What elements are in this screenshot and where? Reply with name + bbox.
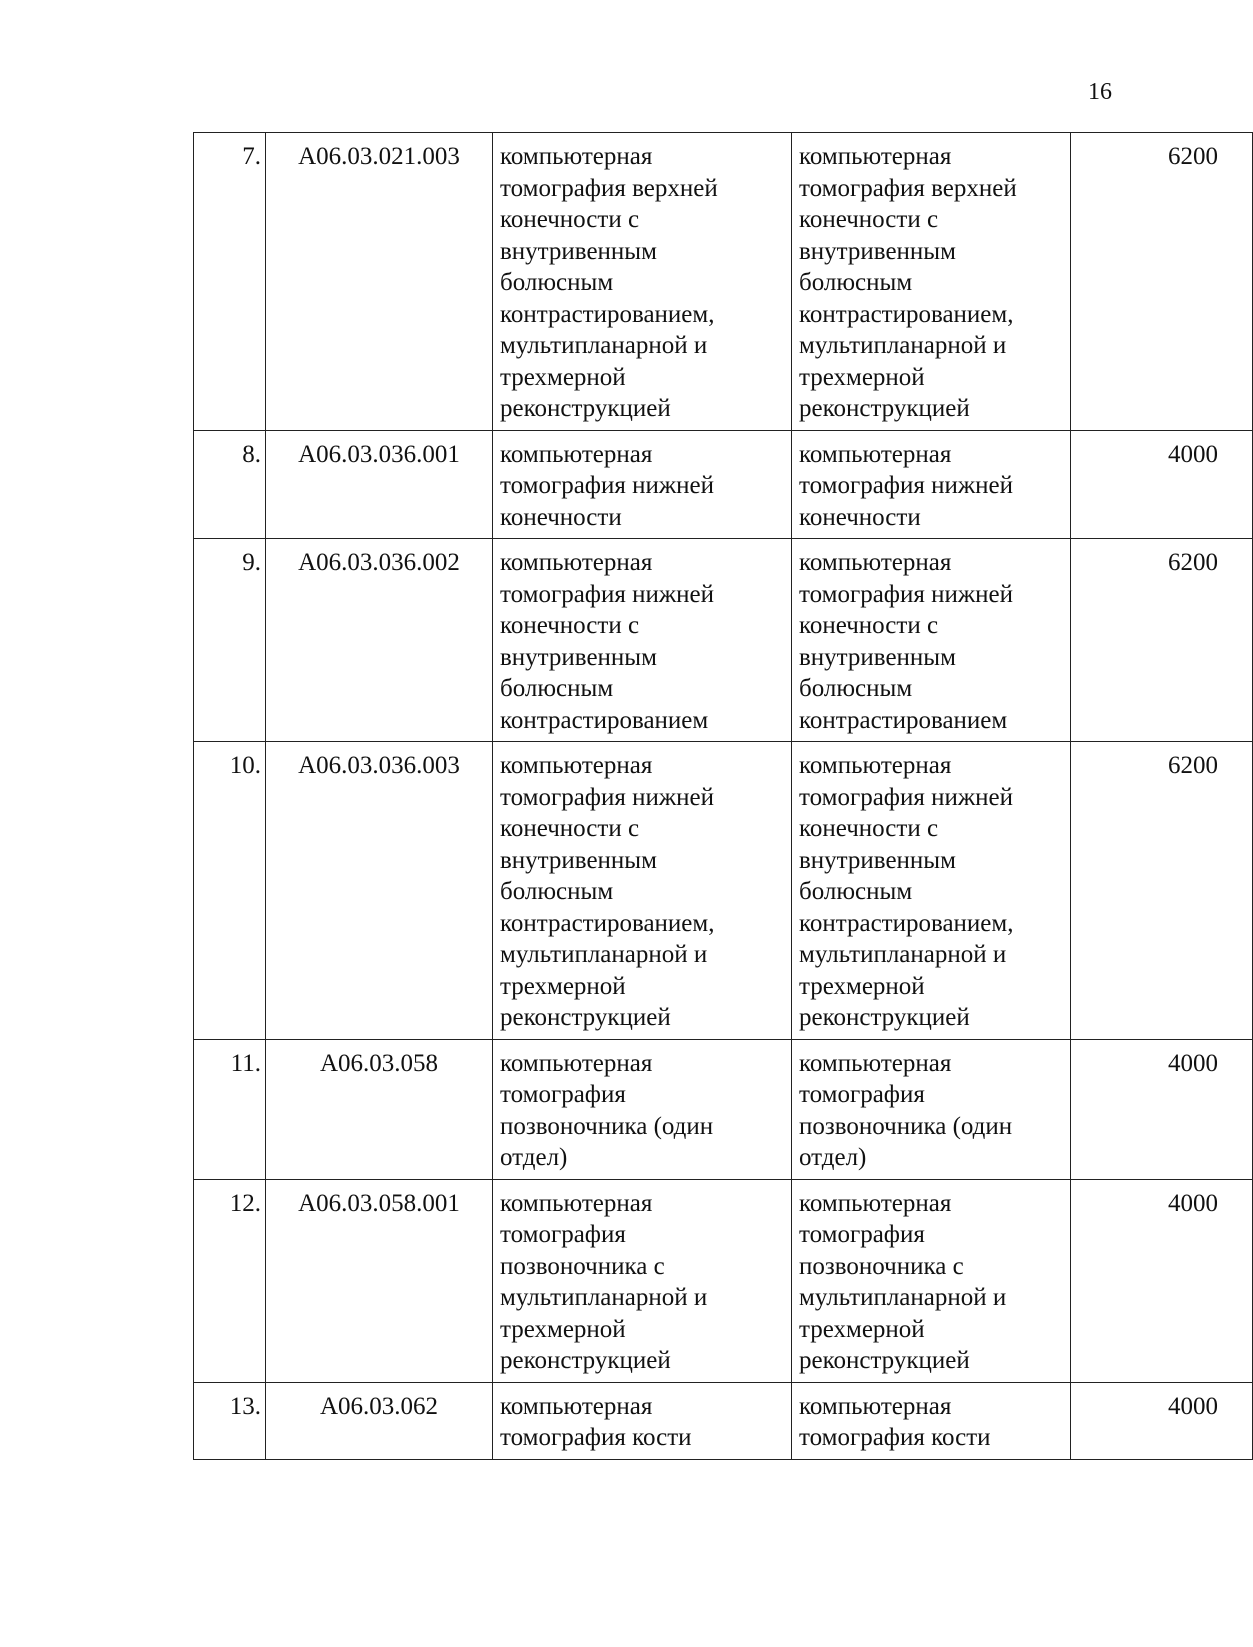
price-cell [1071,430,1253,539]
row-number: 9. [242,549,261,576]
service-description: компьютерная томография нижней конечности с внутривенным болюсным контрастированием, мультипланарной и трехмерной реконструкцией [799,752,1014,1031]
row-number-cell [194,430,266,539]
row-number-cell [194,1179,266,1382]
price: 6200 [1168,752,1218,779]
service-description: компьютерная томография позвоночника (один отдел) [799,1049,1013,1171]
price: 6200 [1168,549,1218,576]
service-name-cell [493,430,792,539]
service-description: компьютерная томография кости [799,1392,991,1451]
table-row [194,539,1253,742]
service-name: компьютерная томография нижней конечности с внутривенным болюсным контрастированием, мультипланарной и трехмерной реконструкцией [500,752,715,1031]
price-cell [1071,742,1253,1040]
price: 4000 [1168,1049,1218,1077]
price: 6200 [1168,143,1218,170]
service-description: компьютерная томография верхней конечности с внутривенным болюсным контрастированием, мультипланарной и трехмерной реконструкцией [799,143,1017,422]
service-code-cell [266,1382,493,1459]
service-description-cell [792,1039,1071,1179]
table-row [194,742,1253,1040]
services-price-table [193,132,1253,1460]
service-name-cell [493,133,792,431]
service-code-cell [266,1179,493,1382]
service-description-cell [792,1382,1071,1459]
price: 4000 [1168,440,1218,468]
table-body [194,133,1253,1460]
service-name: компьютерная томография позвоночника с мультипланарной и трехмерной реконструкцией [500,1189,708,1374]
row-number-cell [194,1382,266,1459]
service-description-cell [792,430,1071,539]
row-number: 11. [230,1049,261,1077]
service-code: А06.03.036.001 [298,440,460,468]
row-number: 7. [242,143,261,170]
service-code: А06.03.036.003 [298,752,460,779]
row-number: 8. [242,440,261,468]
price-cell [1071,1382,1253,1459]
service-description: компьютерная томография позвоночника с мультипланарной и трехмерной реконструкцией [799,1189,1007,1374]
price: 4000 [1168,1189,1218,1217]
table-row [194,133,1253,431]
service-name: компьютерная томография верхней конечности с внутривенным болюсным контрастированием, мультипланарной и трехмерной реконструкцией [500,143,718,422]
service-description: компьютерная томография нижней конечности с внутривенным болюсным контрастированием [799,549,1014,734]
service-name-cell [493,1039,792,1179]
row-number-cell [194,1039,266,1179]
service-code: А06.03.058.001 [298,1189,460,1217]
service-description-cell [792,1179,1071,1382]
service-code-cell [266,1039,493,1179]
service-code-cell [266,133,493,431]
service-name: компьютерная томография нижней конечности [500,440,715,531]
service-name: компьютерная томография кости [500,1392,692,1451]
row-number-cell [194,539,266,742]
service-code: А06.03.036.002 [298,549,460,576]
price-cell [1071,1179,1253,1382]
service-description: компьютерная томография нижней конечности [799,440,1014,531]
service-description-cell [792,539,1071,742]
service-code-cell [266,430,493,539]
service-name-cell [493,742,792,1040]
row-number-cell [194,742,266,1040]
service-code-cell [266,539,493,742]
price-cell [1071,133,1253,431]
service-code-cell [266,742,493,1040]
page-number: 16 [1088,79,1112,105]
table-row [194,1179,1253,1382]
row-number: 12. [229,1189,261,1217]
row-number-cell [194,133,266,431]
table-row [194,1039,1253,1179]
service-code: А06.03.062 [319,1392,439,1420]
service-name: компьютерная томография позвоночника (один отдел) [500,1049,714,1171]
service-description-cell [792,133,1071,431]
service-description-cell [792,742,1071,1040]
service-name: компьютерная томография нижней конечности с внутривенным болюсным контрастированием [500,549,715,734]
price-cell [1071,539,1253,742]
service-name-cell [493,1179,792,1382]
service-code: А06.03.058 [319,1049,439,1077]
price: 4000 [1168,1392,1218,1420]
price-cell [1071,1039,1253,1179]
service-name-cell [493,539,792,742]
row-number: 13. [229,1392,261,1420]
service-code: А06.03.021.003 [298,143,460,170]
table-row [194,430,1253,539]
service-name-cell [493,1382,792,1459]
row-number: 10. [229,752,261,779]
table-row [194,1382,1253,1459]
